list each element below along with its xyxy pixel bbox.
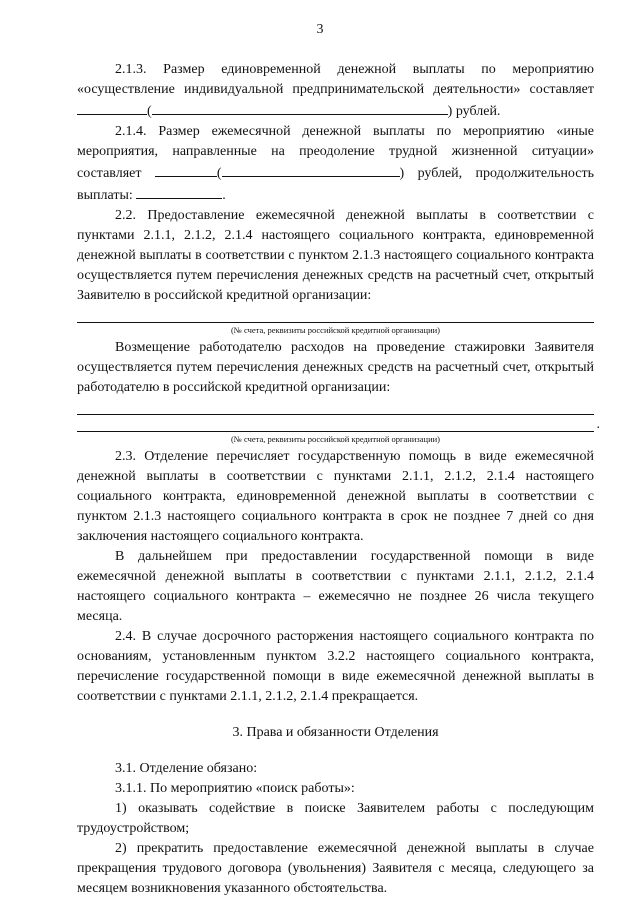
- amount-words-blank: [222, 162, 400, 177]
- paren-open: (: [147, 104, 152, 119]
- paragraph-2-1-4: [77, 122, 594, 206]
- paren-open: (: [216, 166, 222, 181]
- document-body: [77, 60, 600, 899]
- duration-blank: [136, 184, 222, 199]
- paragraph-3-1-1-item-1: 1) оказывать содействие в поиске Заявителем работы с последующим трудоустройством;: [77, 801, 594, 836]
- paragraph-compensation: Возмещение работодателю расходов на проведение стажировки Заявителя осуществляется путем перечисления денежных средств на расчетный счет, открытый работодателю в российской кредитной организации:: [77, 340, 594, 395]
- account-line: [77, 415, 600, 432]
- page-number: 3: [316, 22, 324, 37]
- paren-close-rubles: ) рублей.: [447, 104, 501, 119]
- rubles-duration-text: ) рублей, продолжительность выплаты:: [77, 166, 595, 203]
- paragraph-2-1-4-text: 2.1.4. Размер ежемесячной денежной выплаты по мероприятию «иные мероприятия, направленные на преодоление трудной жизненной ситуации» составляет: [77, 124, 594, 181]
- account-line: [77, 398, 594, 415]
- account-caption: (№ счета, реквизиты российской кредитной организации): [230, 434, 441, 444]
- paragraph-3-1-1-item-2: 2) прекратить предоставление ежемесячной денежной выплаты в случае прекращения трудового договора (увольнения) Заявителя с месяца, следующего за месяцем возникновения указанного обстоятельства.: [77, 841, 594, 896]
- paragraph-2-1-3: [77, 60, 594, 122]
- section-3-heading: 3. Права и обязанности Отделения: [232, 725, 439, 740]
- account-caption: (№ счета, реквизиты российской кредитной организации): [230, 325, 441, 335]
- paragraph-3-1: 3.1. Отделение обязано:: [115, 761, 258, 776]
- amount-blank: [77, 100, 147, 115]
- amount-blank: [155, 162, 217, 177]
- paragraph-2-3-continued: В дальнейшем при предоставлении государственной помощи в виде ежемесячной денежной выплаты в соответствии с пунктами 2.1.1, 2.1.2, 2.1.4 настоящего социального контракта – ежемесячно не позднее 26 числа текущего месяца.: [77, 549, 594, 624]
- paragraph-2-4: 2.4. В случае досрочного расторжения настоящего социального контракта по основаниям, установленным пунктом 3.2.2 настоящего социального контракта, перечисление государственной помощи в виде ежемесячной денежной выплаты в соответствии с пунктами 2.1.1, 2.1.2, 2.1.4 прекращается.: [77, 629, 594, 704]
- paragraph-2-1-3-text: 2.1.3. Размер единовременной денежной выплаты по мероприятию «осуществление индивидуальной предпринимательской деятельности» составляет: [77, 62, 594, 97]
- paragraph-2-2: 2.2. Предоставление ежемесячной денежной выплаты в соответствии с пунктами 2.1.1, 2.1.2, 2.1.4 настоящего социального контракта, единовременной денежной выплаты в соответствии с пунктом 2.1.3 настоящего социального контракта осуществляется путем перечисления денежных средств на расчетный счет, открытый Заявителю в российской кредитной организации:: [77, 208, 594, 303]
- period: .: [596, 417, 600, 432]
- period: .: [222, 188, 226, 203]
- account-line: [77, 306, 594, 323]
- paragraph-3-1-1: 3.1.1. По мероприятию «поиск работы»:: [115, 781, 355, 796]
- paragraph-2-3: 2.3. Отделение перечисляет государственную помощь в виде ежемесячной денежной выплаты в соответствии с пунктами 2.1.1, 2.1.2, 2.1.4 настоящего социального контракта, единовременной денежной выплаты в соответствии с пунктом 2.1.3 настоящего социального контракта в срок не позднее 7 дней со дня заключения настоящего социального контракта.: [77, 449, 594, 544]
- amount-words-blank: [152, 100, 448, 115]
